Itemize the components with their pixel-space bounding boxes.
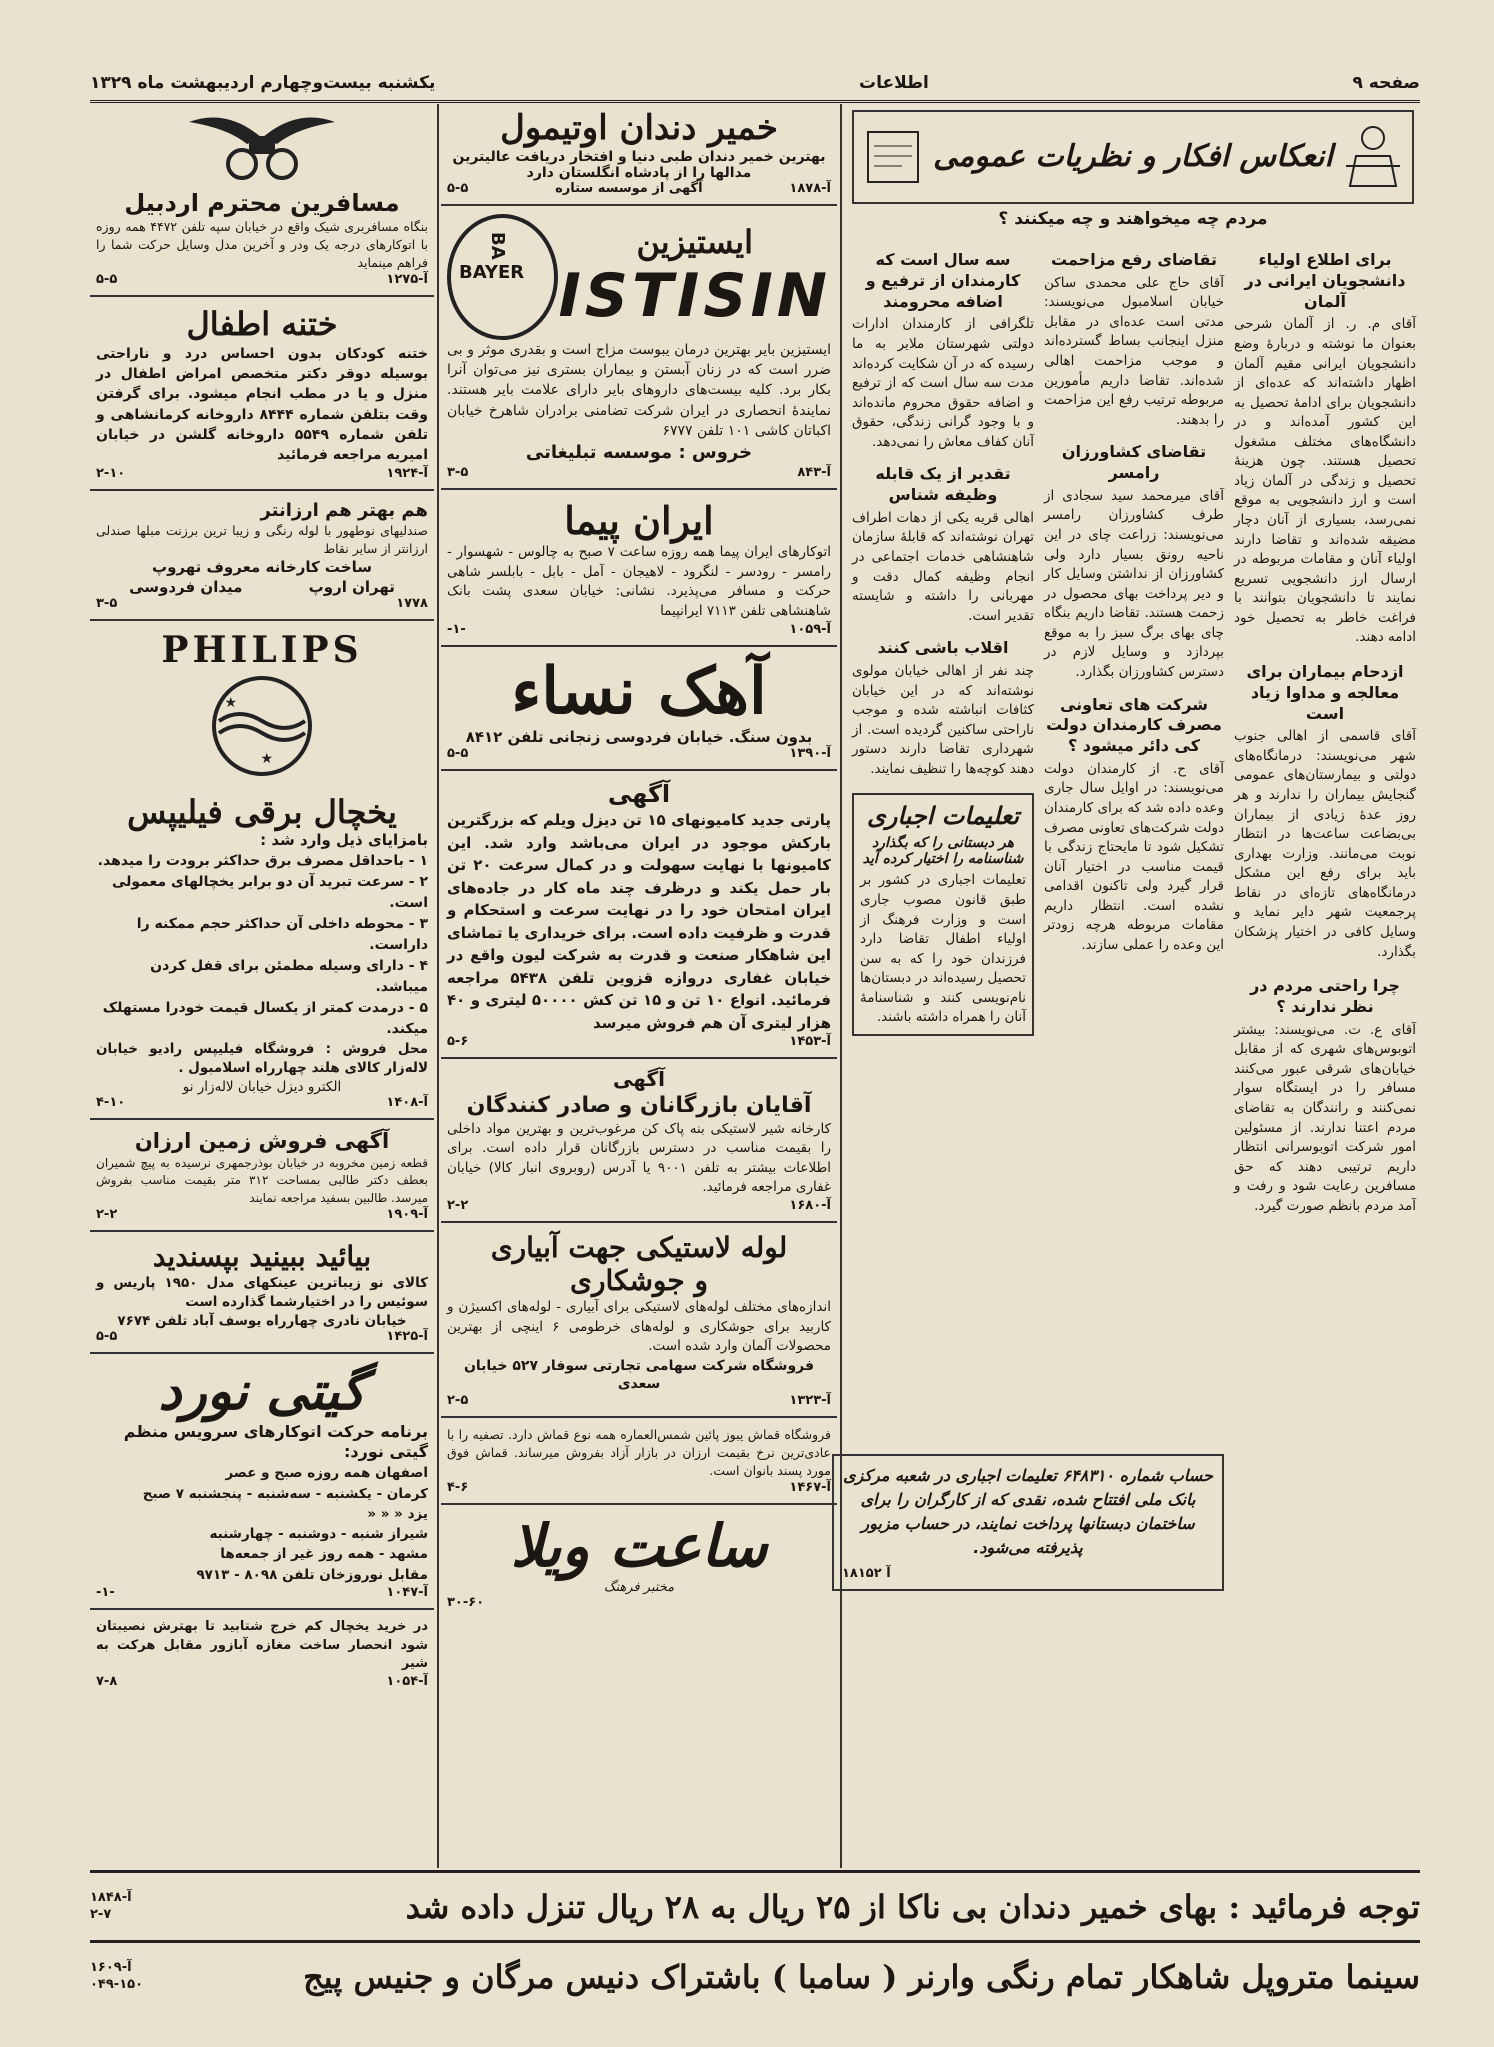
divider (441, 1416, 837, 1418)
article-body: اهالی قریه یکی از دهات اطراف تهران نوشته‌اند که قابلهٔ سازمان شاهنشاهی خدمات اجتماعی در انجام وظیفه کمال دقت و مهربانی را داشته و شایسته تقدیر است. (852, 509, 1034, 624)
ad-title-2: و جوشکاری (570, 1264, 708, 1298)
ad-body: بدون سنگ. خیابان فردوسی زنجانی تلفن ۸۴۱۲ (465, 728, 813, 747)
ad-code-row: ۴-۶ آ-۱۴۶۷ (447, 1480, 831, 1496)
ad-trucks (441, 775, 837, 1053)
ad-body: در خرید یخچال کم خرج شتابید تا بهترش نصیبتان شود انحصار ساخت مغازه آبازور مقابل هرکت به شیر (96, 1618, 428, 1672)
column-rule (840, 104, 842, 1868)
issue-date: یکشنبه بیست‌وچهارم اردیبهشت ماه ۱۳۲۹ (90, 73, 436, 93)
article-body: آقای قاسمی از اهالی جنوب شهر می‌نویسند: درمانگاه‌های دولتی و بیمارستان‌های عمومی گنجایش بیماران را ندارند و هر روز عدهٔ زیادی از بیماران بی‌بضاعت ساعت‌ها در انتظار نوبت می‌مانند. وزارت بهداری باید برای رفع این مشکل درمانگاه‌های تازه‌ای در نقاط پرجمعیت شهر دایر نماید و وسایل کافی در اختیار پزشکان بگذارد. (1234, 728, 1416, 960)
list-item: ۵ - درمدت کمتر از یکسال قیمت خودرا مستهلک میکند. (102, 999, 428, 1037)
ad-subtitle: برنامه حرکت اتوکارهای سرویس منظم گیتی نورد: (123, 1421, 428, 1462)
list-item: شیراز شنبه - دوشنبه - چهارشنبه (209, 1526, 428, 1543)
ad-fabric (441, 1422, 837, 1499)
ad-title-en: ISTISIN (558, 260, 831, 331)
compulsory-education-box (852, 793, 1034, 1036)
divider (90, 295, 434, 297)
ad-seller: فروشگاه شرکت سهامی تجارتی سوفار ۵۲۷ خیابان سعدی (463, 1357, 815, 1392)
ad-body: اندازه‌های مختلف لوله‌های لاستیکی برای آبیاری - لوله‌های اکسیژن و کاربید برای جوشکاری و لوله‌های خرطومی ۶ اینچی از بهترین محصولات آلمان وارد شده است. (447, 1299, 831, 1355)
ad-title: هم بهتر هم ارزانتر (260, 499, 428, 521)
ad-sub: مختبر فرهنگ (603, 1580, 675, 1596)
ad-code: ۱۸۱۵۲ آ (842, 1566, 891, 1581)
ad-agency: خروس : موسسه تبلیغاتی (525, 442, 753, 464)
divider (441, 645, 837, 647)
ad-body: ختنه کودکان بدون احساس درد و ناراحتی بوسیله دوقر دکتر متخصص امراض اطفال در منزل و یا در مطب انجام میشود. برای گرفتن وقت بتلفن شماره ۸۴۴۴ داروخانه کرمانشاهی و تلفن شماره ۵۵۴۹ داروخانه گلشن در خیابان امیریه مراجعه فرمائید (96, 345, 428, 464)
ad-ahak (441, 651, 837, 766)
toothpaste-price-banner (90, 1878, 1420, 1936)
section-subtitle: مردم چه میخواهند و چه میکنند ؟ (998, 209, 1268, 229)
ad-code-row: ۵-۵ آ-۱۴۲۵ (96, 1328, 428, 1344)
list-item: یزد « « « (367, 1505, 428, 1522)
list-item: ۳ - محوطه داخلی آن حداکثر حجم ممکنه را داراست. (136, 915, 428, 953)
divider (90, 1352, 434, 1354)
ad-code-row: ۳-۵ ۱۷۷۸ (96, 595, 428, 611)
ad-title: یخچال برقی فیلیپس (127, 792, 397, 831)
ad-intro: بامزایای ذیل وارد شد : (260, 831, 428, 850)
banner-text: توجه فرمائید : بهای خمیر دندان بی ناکا از ۲۵ ریال به ۲۸ ریال تنزل داده شد (405, 1888, 1420, 1926)
ad-code-row: ۲-۵ آ-۱۳۲۳ (447, 1393, 831, 1409)
article-body: آقای ح. از کارمندان دولت می‌نویسند: در اوایل سال جاری وعده داده شد که برای کارمندان دولت شرکت‌های تعاونی مصرف تشکیل شود تا مایحتاج زندگی با قیمت مناسب در اختیار آنان قرار گیرد ولی تاکنون اقدامی نشده است. انتظار داریم مقامات مربوطه هرچه زودتر این وعده را عملی سازند. (1044, 760, 1224, 953)
ad-title: آهک نساء (511, 653, 767, 729)
article-title: تقدیر از یک قابله وظیفه شناس (875, 464, 1011, 505)
box-subtitle: هر دبستانی را که بگذارد شناسنامه را اختیار کرده آید (862, 835, 1024, 868)
ad-eyeglasses (90, 1236, 434, 1348)
winged-emblem-icon (96, 108, 428, 188)
ad-body: کالای نو زیباترین عینکهای مدل ۱۹۵۰ پاریس و سوئیس را در اختیارشما گذارده است (96, 1274, 428, 1311)
ad-land-sale (90, 1124, 434, 1226)
ad-code-row: -۱- آ-۱۰۴۷ (96, 1584, 428, 1600)
ad-body: کارخانه شیر لاستیکی بنه پاک کن مرغوب‌ترین و بهترین مواد داخلی را بقیمت مناسب در دسترس بازرگانان قرار داده است. برای اطلاعات بیشتر به تلفن ۹۰۰۱ یا آدرس (روبروی انبار کالا) خیابان غفاری مراجعه فرمائید. (447, 1120, 832, 1196)
article-body: آقای م. ر. از آلمان شرحی بعنوان ما نوشته و دربارهٔ وضع دانشجویان ایرانی مقیم آلمان اظهار داشته‌اند که عده‌ای از دانشجویان برای ادامهٔ تحصیل به این کشور آمده‌اند و در دانشگاه‌های مختلف مشغول تحصیل هستند. چون هزینهٔ تحصیل و زندگی در آلمان زیاد است و ارز دانشجویی به موقع نمی‌رسد، بسیاری از آنان دچار مضیقه شده‌اند و تقاضا دارند اولیاء آنان و مقامات مربوطه در ارسال ارز دانشجویی تسریع نمایند تا دانشجویان بتوانند با فراغت خاطر به تحصیل خود ادامه دهند. (1234, 316, 1416, 646)
ad-maker: ساخت کارخانه معروف تهروپ (152, 558, 372, 577)
schedule-list (96, 1463, 428, 1585)
ad-philips-logo (90, 625, 434, 789)
bank-notice-text: حساب شماره ۶۴۸۳۱۰ تعلیمات اجباری در شعبه مرکزی بانک ملی افتتاح شده، نقدی که از کارگران را برای ساختمان دبستانها پرداخت نمایند، در حساب مزبور پذیرفته می‌شود. (843, 1466, 1213, 1557)
ad-code-row: ۵-۵ آ-۱۲۷۵ (96, 272, 428, 288)
banner-rule (90, 1870, 1420, 1873)
divider (441, 769, 837, 771)
ad-title: آگهی (613, 1067, 665, 1092)
ad-title: مسافرین محترم اردبیل (124, 189, 400, 217)
cinema-banner (90, 1948, 1420, 2006)
ad-giti-navard (90, 1358, 434, 1604)
article-title: تقاضای رفع مزاحمت (1051, 250, 1217, 269)
ad-code-row: -۱- آ-۱۰۵۹ (447, 621, 831, 637)
ad-addresses: تهران اروپ میدان فردوسی (129, 577, 395, 596)
ad-rubber-pipes (441, 1227, 837, 1412)
box-title: تعلیمات اجباری (866, 802, 1019, 831)
divider (441, 488, 837, 490)
divider (441, 1221, 837, 1223)
divider (90, 1608, 434, 1610)
masthead (90, 66, 1420, 103)
ad-title: بیائید ببینید بپسندید (152, 1240, 372, 1274)
article-body: آقای حاج علی محمدی ساکن خیابان اسلامبول می‌نویسند: مدتی است عده‌ای در مقابل منزل اینجانب بساط گسترده‌اند و موجب مزاحمت اهالی شده‌اند. تقاضا داریم مأمورین مربوطه ترتیب رفع این مزاحمت را بدهند. (1044, 274, 1224, 428)
ad-body: قطعه زمین مخروبه در خیابان بوذرجمهری نرسیده به پیچ شمیران بعطف دکتر طالبی بمساحت ۳۱۲ متر بقیمت مناسب بفروش میرسد. طالبین بسفید مراجعه نمایند (96, 1156, 429, 1205)
list-item: ۴ - دارای وسیله مطمئن برای قفل کردن میباشد. (150, 957, 428, 995)
divider (441, 204, 837, 206)
ad-title: آگهی فروش زمین ارزان (134, 1128, 390, 1153)
ad-code-row: ۲-۱۰ آ-۱۹۲۴ (96, 465, 428, 481)
ad-code-row: ۷-۸ آ-۱۰۵۴ (96, 1674, 428, 1690)
list-item: مقابل نوروزخان تلفن ۸۰۹۸ - ۹۷۱۳ (196, 1566, 428, 1583)
ad-code-row: ۴-۱۰ آ-۱۴۰۸ (96, 1094, 428, 1110)
ad-code-row: ۵-۵ آگهی از موسسه ستاره آ-۱۸۷۸ (447, 180, 831, 196)
article-title: ازدحام بیماران برای معالجه و مداوا زیاد است (1246, 661, 1404, 723)
ad-title: آگهی (607, 780, 671, 809)
ad-title: ساعت ویلا (510, 1512, 768, 1581)
box-body: تعلیمات اجباری در کشور بر طبق قانون مصوب جاری است و وزارت فرهنگ از اولیاء اطفال تقاضا دارد فرزندان خود را که به سن تحصیل رسیده‌اند در دبستان‌ها نام‌نویسی کنند و شناسنامهٔ آنان را همراه داشته باشند. (860, 872, 1026, 1026)
article-title: چرا راحتی مردم در نظر ندارند ؟ (1250, 976, 1400, 1016)
ad-code-row: ۳-۵ آ-۸۴۳ (447, 464, 831, 480)
article-title: سه سال است که کارمندان از ترفیع و اضافه محرومند (865, 250, 1021, 311)
ad-circumcision (90, 301, 434, 484)
ad-travelers (90, 104, 434, 291)
banner-code: آ-۱۶۰۹ ۰۴۹-۱۵۰ (90, 1960, 144, 1992)
bank-account-notice (832, 1454, 1224, 1591)
banner-text: سینما متروپل شاهکار تمام رنگی وارنر ( سامبا ) باشتراک دنیس مرگان و جنیس پیج (303, 1958, 1420, 1996)
ad-body: صندلیهای نوطهور با لوله رنگی و زیبا ترین برزنت مبلها صندلی ارزانتر از سایر نقاط (96, 522, 428, 557)
ad-address: خیابان نادری چهارراه یوسف آباد تلفن ۷۶۷۴ (117, 1312, 407, 1329)
bayer-logo: BA BAYER (447, 214, 558, 340)
opinion-subcol-1 (1234, 244, 1416, 1216)
ad-body: اتوکارهای ایران پیما همه روزه ساعت ۷ صبح به چالوس - شهسوار - رامسر - رودسر - لنگرود - لاهیجان - آمل - بابل - بابلسر شاهی حرکت و مسافر می‌پذیرد. نشانی: خیابان سعدی پشت بانک شاهنشاهی تلفن ۷۱۱۳ ایرانپیما (447, 544, 831, 619)
ad-dealer: الکترو دیزل خیابان لاله‌زار نو (182, 1078, 342, 1095)
opinion-subcol-3 (852, 244, 1034, 1036)
ad-istisin (441, 210, 837, 484)
ad-body: پارتی جدید کامیونهای ۱۵ تن دیزل ویلم که بزرگترین بارکش موجود در ایران می‌باشد وارد شد. این کامیونها با نهایت سهولت و در کمال سرعت ۲۰ تن بار حمل یکند و درظرف چند ماه کار در جاده‌های ایران امتحان خود را در نهایت سرعت و استحکام و قدرت و ظرفیت داده است. برای خریداری یا تماشای این شاهکار صنعت و قدرت به شرکت لیون واقع در خیابان غفاری دروازه قزوین تلفن ۵۴۳۸ مراجعه فرمائید. انواع ۱۰ تن و ۱۵ تن کش ۵۰۰۰۰ لیتری و ۴۰ هزار لیتری آن هم فروش میرسد (447, 811, 832, 1032)
article-title: برای اطلاع اولیاء دانشجویان ایرانی در آلمان (1244, 250, 1406, 311)
svg-text:★: ★ (260, 750, 273, 767)
ad-line: بهترین خمیر دندان طبی دنیا و افتخار دریافت عالیترین (452, 148, 826, 165)
ad-title: ایران پیما (564, 497, 714, 543)
ad-body: بنگاه مسافربری شیک واقع در خیابان سپه تلفن ۴۴۷۲ همه روزه با اتوکارهای درجه یک ودر و آخرین مدل وسایل حرکت شما را فراهم مینماید (96, 219, 429, 271)
ads-column-middle (441, 104, 837, 1868)
ad-traders (441, 1063, 837, 1217)
feature-list (96, 851, 428, 1040)
article-title: اقلاب باشی کنند (877, 638, 1009, 658)
ad-toothpaste (441, 104, 837, 200)
ad-code-row: ۵-۵ آ-۱۳۹۰ (447, 746, 831, 762)
ad-title: گیتی نورد (158, 1360, 366, 1422)
ad-line: مدالها را از پادشاه انگلستان دارد (526, 164, 752, 181)
section-banner (852, 110, 1414, 204)
divider (90, 1118, 434, 1120)
philips-brand: PHILIPS (161, 628, 363, 671)
ad-code-row: ۲-۲ آ-۱۹۰۹ (96, 1207, 428, 1223)
page-number: صفحه ۹ (1352, 73, 1420, 93)
list-item: ۲ - سرعت تبرید آن دو برابر یخچالهای معمولی است. (111, 873, 428, 911)
article-body: آقای ع. ت. می‌نویسند: بیشتر اتوبوس‌های شهری که از مقابل خیابان‌های شرقی عبور می‌کنند مسافر را در ایستگاه سوار نمی‌کنند و رانندگان به تقاضای مردم اعتنا ندارند. از مسئولین امور شرکت اتوبوسرانی انتظار داریم ترتیبی دهند که حق مسافرین رعایت شود و رفت و آمد مردم بانظم صورت گیرد. (1234, 1021, 1416, 1214)
philips-shield-icon (96, 671, 428, 785)
article-title: تقاضای کشاورزان رامسر (1061, 442, 1207, 483)
writer-icon (862, 122, 924, 190)
opinion-subcol-2 (1044, 244, 1224, 956)
reader-icon (1342, 122, 1404, 190)
article-body: تلگرافی از کارمندان ادارات دولتی شهرستان ملایر به ما رسیده که در آن شکایت کرده‌اند مدت سه سال است که از ترفیع و اضافه حقوق محروم مانده‌اند و با وجود گرانی زندگی، حقوق آنان کفاف معاش را نمی‌دهد. (852, 316, 1034, 450)
divider (90, 489, 434, 491)
ad-title: ختنه اطفال (186, 305, 338, 344)
banner-rule (90, 1940, 1420, 1943)
divider (441, 1503, 837, 1505)
paper-name: اطلاعات (859, 73, 929, 93)
banner-code: آ-۱۸۴۸ ۲-۷ (90, 1890, 132, 1922)
divider (90, 1230, 434, 1232)
ad-code-row: ۳۰-۶۰ (447, 1595, 485, 1611)
divider (441, 1057, 837, 1059)
list-item: اصفهان همه روزه صبح و عصر (225, 1465, 428, 1482)
ad-subtitle: آقایان بازرگانان و صادر کنندگان (466, 1093, 812, 1119)
opinion-section (842, 104, 1420, 1868)
column-rule (437, 104, 439, 1868)
ad-title-fa: ایستیزین (636, 222, 754, 261)
list-item: کرمان - یکشنبه - سه‌شنبه - پنجشنبه ۷ صبح (142, 1485, 428, 1502)
ads-column-left (90, 104, 434, 1868)
ad-furniture (90, 495, 434, 615)
divider (90, 619, 434, 621)
ad-vila-watch (441, 1509, 837, 1614)
ad-code-row: ۲-۲ آ-۱۶۸۰ (447, 1197, 831, 1213)
ad-iranpeyma (441, 494, 837, 641)
list-item: مشهد - همه روز غیر از جمعه‌ها (220, 1546, 428, 1563)
ad-title: لوله لاستیکی جهت آبیاری (490, 1230, 788, 1264)
ad-title: خمیر دندان اوتیمول (500, 108, 778, 148)
ad-fridge-shop (90, 1614, 434, 1694)
article-body: آقای میرمحمد سید سجادی از طرف کشاورزان رامسر می‌نویسند: زراعت چای در این ناحیه رونق بسیار دارد ولی کشاورزان از نداشتن وسایل کار و دیر پرداخت بهای محصول در زحمت هستند. تقاضا داریم بنگاه چای بهای برگ سبز را به موقع بپردازد و وسایل لازم در دسترس کشاورزان بگذارد. (1044, 487, 1224, 680)
article-title: شرکت های تعاونی مصرف کارمندان دولت کی دائر میشود ؟ (1046, 694, 1222, 756)
section-title: انعکاس افکار و نظریات عمومی (933, 139, 1333, 175)
ad-code-row: ۵-۶ آ-۱۴۵۳ (447, 1034, 831, 1050)
ad-philips-fridge (90, 789, 434, 1114)
article-body: چند نفر از اهالی خیابان مولوی نوشته‌اند که در این خیابان کثافات انباشته شده و موجب ناراحتی ساکنین گردیده است. از شهرداری تقاضا دارند دستور دهند کوچه‌ها را تنظیف نمایند. (852, 663, 1034, 777)
ad-body: فروشگاه قماش یبوز پائین شمس‌العماره همه نوع قماش دارد. تصفیه را با عادی‌ترین نرخ بقیمت ارزان در بازار آزاد بفروش میرساند. قماش فوق مورد پسند بانوان است. (447, 1427, 831, 1479)
svg-text:★: ★ (224, 694, 237, 711)
ad-body: ایستیزین بایر بهترین درمان یبوست مزاج است و بقدری موثر و بی ضرر است که در زنان آبستن و بیماران بستری نیز می‌توان آنرا بکار برد. کلیه بیست‌های داروهای بایر دارای علامت بایر هستند. نمایندهٔ انحصاری در ایران شرکت تضامنی برادران شاهرخ خیابان اکباتان کاشی ۱۰۱ تلفن ۶۷۷۷ (447, 341, 831, 439)
list-item: ۱ - باحداقل مصرف برق حداکثر برودت را میدهد. (97, 852, 428, 869)
ad-shop: محل فروش : فروشگاه فیلیپس رادیو خیابان لاله‌زار کالای هلند چهارراه اسلامبول . (96, 1040, 428, 1077)
